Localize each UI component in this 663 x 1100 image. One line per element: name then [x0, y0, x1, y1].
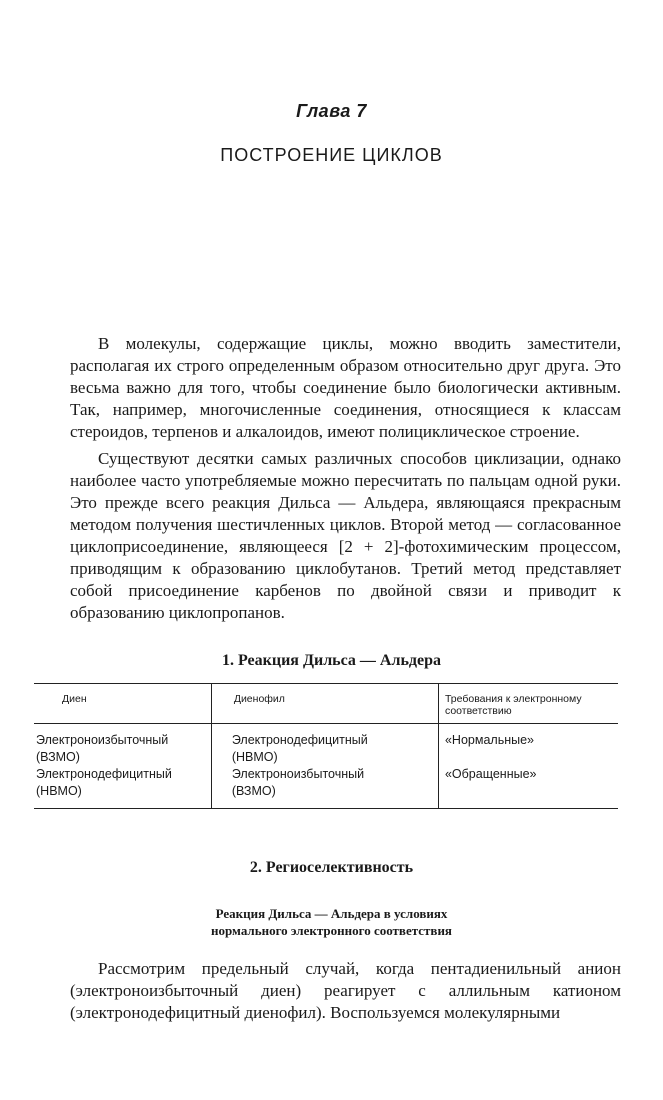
cell-text: «Нормальные» [444, 733, 534, 747]
cell-text: Электроноизбыточный [231, 767, 365, 781]
table-cell-dienophile [211, 724, 438, 767]
table-cell-diene [34, 766, 211, 809]
column-header-dienophile: Диенофил [211, 684, 438, 724]
cell-text: Электроноизбыточный [36, 733, 169, 747]
chapter-title: ПОСТРОЕНИЕ ЦИКЛОВ [220, 145, 443, 165]
subsection-heading [0, 905, 663, 939]
final-text [70, 958, 621, 1024]
table-cell-diene [34, 724, 211, 767]
section-heading: 2. Региоселективность [249, 859, 414, 876]
electron-matching-table [34, 683, 618, 809]
cell-text: «Обращенные» [444, 767, 537, 781]
subsection-heading-line: нормального электронного соответствия [211, 923, 452, 938]
table-header-row [34, 684, 618, 724]
table-cell-dienophile [211, 766, 438, 809]
table-cell-requirement [438, 724, 618, 767]
column-header-requirement: Требования к электронному соответствию [438, 684, 618, 724]
cell-text: (ВЗМО) [36, 750, 80, 764]
intro-text [70, 333, 621, 624]
cell-text: Электронодефицитный [231, 733, 368, 747]
table-cell-requirement [438, 766, 618, 809]
cell-text: (НВМО) [36, 784, 82, 798]
table-row [34, 766, 618, 809]
cell-text: (ВЗМО) [231, 784, 276, 798]
table-row [34, 724, 618, 767]
section-heading: 1. Реакция Дильса — Альдера [221, 652, 442, 669]
paragraph: В молекулы, содержащие циклы, можно вводить заместители, располагая их строго определенным образом относительно друг друга. Это весьма важно для того, чтобы соединение было биологически активным. Так, например, многочисленные соединения, относящиеся к классам стероидов, терпенов и алкалоидов, имеют полициклическое строение. [70, 334, 621, 441]
column-header-diene: Диен [34, 684, 211, 724]
chapter-number: Глава 7 [296, 101, 367, 121]
subsection-heading-line: Реакция Дильса — Альдера в условиях [215, 906, 448, 921]
paragraph: Рассмотрим предельный случай, когда пентадиенильный анион (электроноизбыточный диен) реагирует с аллильным катионом (электронодефицитный диенофил). Воспользуемся молекулярными [70, 959, 621, 1022]
cell-text: Электронодефицитный [36, 767, 172, 781]
paragraph: Существуют десятки самых различных способов циклизации, однако наиболее часто употребляемые можно пересчитать по пальцам одной руки. Это прежде всего реакция Дильса — Альдера, являющаяся прекрасным методом получения шестичленных циклов. Второй метод — согласованное циклоприсоединение, являющееся [2 + 2]-фотохимическим процессом, приводящим к образованию циклобутанов. Третий метод представляет собой присоединение карбенов по двойной связи и приводит к образованию циклопропанов. [70, 449, 621, 622]
cell-text: (НВМО) [231, 750, 278, 764]
